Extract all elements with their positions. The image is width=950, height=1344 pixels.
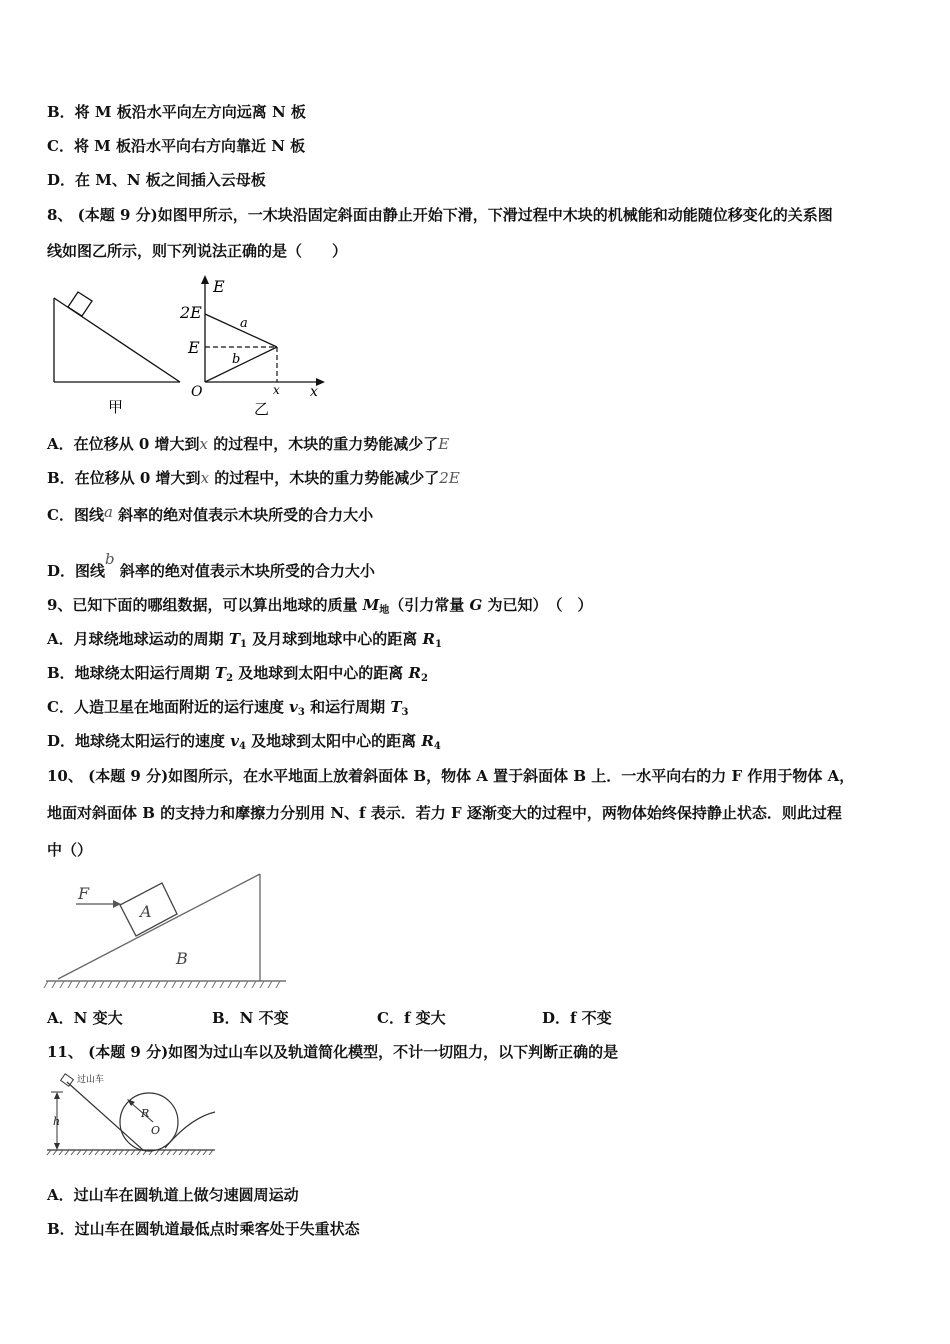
fig-center-label: O bbox=[151, 1124, 161, 1137]
q8-figure-yi bbox=[180, 272, 330, 420]
axis-x-label: x bbox=[310, 384, 318, 400]
fig-force-label: F bbox=[78, 884, 90, 903]
q8-stem-line1: 8、 (本题 9 分)如图甲所示，一木块沿固定斜面由静止开始下滑，下滑过程中木块的机械能和动能随位移变化的关系图 bbox=[47, 206, 833, 224]
q10-stem-line2: 地面对斜面体 B 的支持力和摩擦力分别用 N、f 表示．若力 F 逐渐变大的过程中，两物体始终保持静止状态．则此过程 bbox=[47, 804, 842, 822]
fig-yi-label: 乙 bbox=[254, 400, 270, 418]
q10-stem-line1: 10、 (本题 9 分)如图所示，在水平地面上放着斜面体 B，物体 A 置于斜面体 B 上．一水平向右的力 F 作用于物体 A， bbox=[47, 767, 855, 785]
q10-stem-line3: 中（） bbox=[47, 841, 93, 859]
fig-coaster-label: 过山车 bbox=[77, 1075, 105, 1085]
q9-option-a: A．月球绕地球运动的周期 $T_1$ 及月球到地球中心的距离 $R_1$ bbox=[47, 630, 442, 650]
axis-e-label: E bbox=[213, 277, 225, 296]
q10-figure bbox=[44, 870, 294, 995]
q11-stem: 11、 (本题 9 分)如图为过山车以及轨道简化模型，不计一切阻力，以下判断正确的是 bbox=[47, 1043, 619, 1061]
tick-2e-label: 2E bbox=[180, 303, 202, 322]
q9-option-c: C．人造卫星在地面附近的运行速度 $v_3$ 和运行周期 $T_3$ bbox=[47, 698, 409, 718]
tick-e-label: E bbox=[188, 338, 200, 357]
fig-block-a-label: A bbox=[140, 902, 152, 921]
fig-wedge-b-label: B bbox=[176, 949, 188, 968]
q8-option-d: D．图线b 斜率的绝对值表示木块所受的合力大小 bbox=[47, 550, 375, 580]
q9-stem: 9、已知下面的哪组数据，可以算出地球的质量 $M_地$（引力常量 G 为已知） （ ） bbox=[47, 596, 593, 616]
q9-option-b: B．地球绕太阳运行周期 $T_2$ 及地球到太阳中心的距离 $R_2$ bbox=[47, 664, 428, 684]
line-a-label: a bbox=[240, 316, 248, 331]
q8-option-a: A．在位移从 0 增大到x 的过程中，木块的重力势能减少了E bbox=[47, 435, 450, 453]
q8-option-c: C．图线a 斜率的绝对值表示木块所受的合力大小 bbox=[47, 503, 374, 524]
line-b-label: b bbox=[232, 352, 241, 367]
q11-option-a: A．过山车在圆轨道上做匀速圆周运动 bbox=[47, 1186, 299, 1204]
origin-label: O bbox=[191, 384, 203, 400]
fig-jia-label: 甲 bbox=[108, 398, 124, 416]
q10-option-c: C．f 变大 bbox=[377, 1009, 446, 1027]
q7-option-c: C．将 M 板沿水平向右方向靠近 N 板 bbox=[47, 137, 306, 155]
fig-radius-label: R bbox=[141, 1107, 150, 1120]
q11-option-b: B．过山车在圆轨道最低点时乘客处于失重状态 bbox=[47, 1220, 360, 1238]
q7-option-d: D．在 M、N 板之间插入云母板 bbox=[47, 171, 266, 189]
q8-stem-line2: 线如图乙所示，则下列说法正确的是（ ） bbox=[47, 242, 348, 260]
q7-option-b: B．将 M 板沿水平向左方向远离 N 板 bbox=[47, 103, 306, 121]
q9-option-d: D．地球绕太阳运行的速度 $v_4$ 及地球到太阳中心的距离 $R_4$ bbox=[47, 732, 441, 752]
fig-height-label: h bbox=[53, 1115, 61, 1128]
q10-option-d: D．f 不变 bbox=[542, 1009, 612, 1027]
q10-option-b: B．N 不变 bbox=[212, 1009, 289, 1027]
q8-figure-jia bbox=[50, 288, 185, 418]
q11-figure bbox=[45, 1070, 225, 1160]
q10-option-a: A．N 变大 bbox=[47, 1009, 123, 1027]
q8-option-b: B．在位移从 0 增大到x 的过程中，木块的重力势能减少了2E bbox=[47, 469, 460, 487]
tick-x-label: x bbox=[273, 383, 280, 397]
